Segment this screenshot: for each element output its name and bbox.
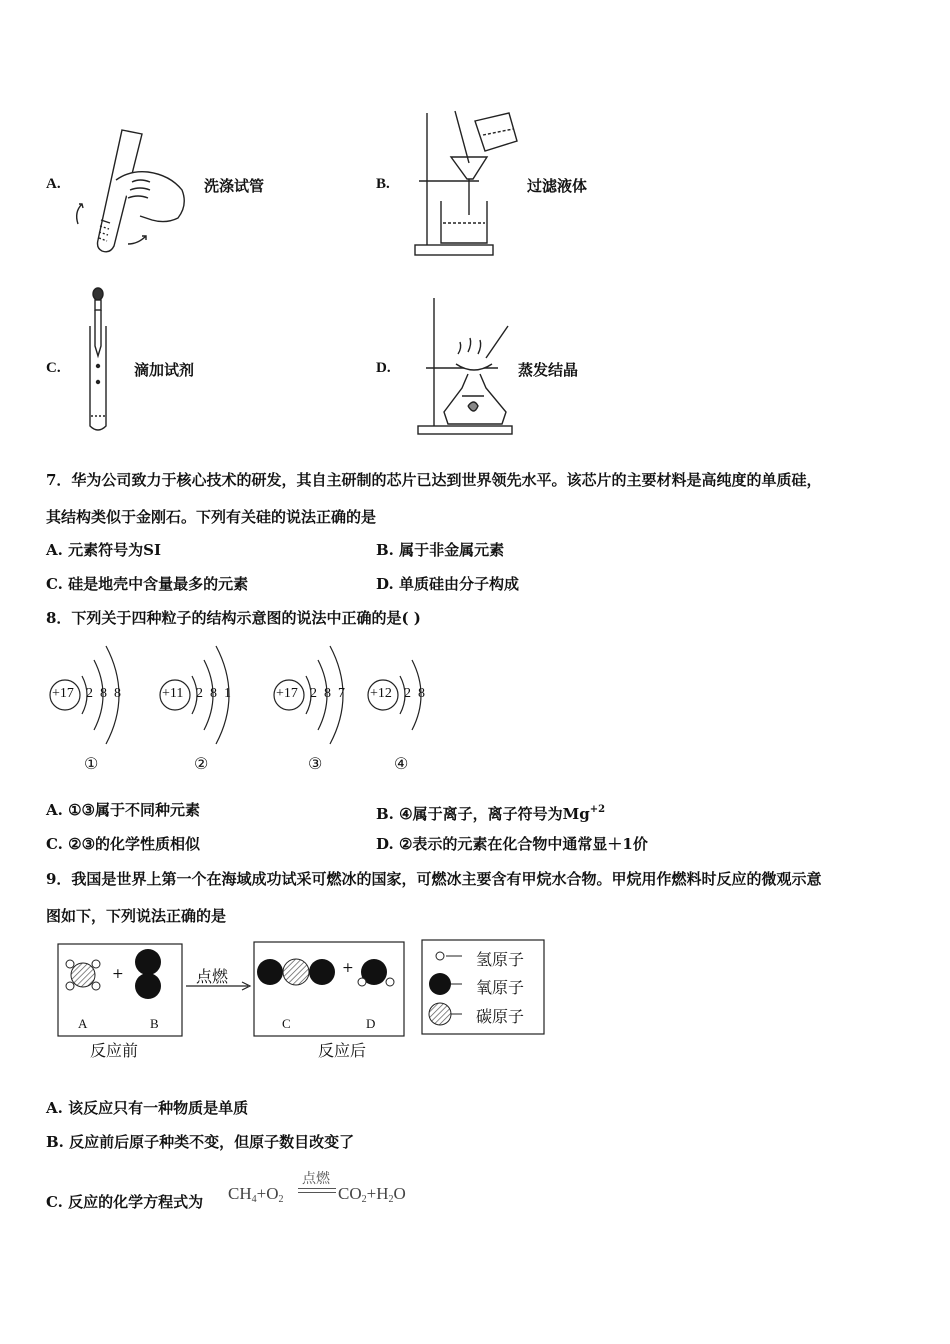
atom-3-nucleus: +17 — [276, 686, 298, 701]
letter-b: B — [150, 1016, 159, 1031]
q7-option-a — [46, 540, 161, 560]
letter-a: A — [78, 1016, 88, 1031]
after-box — [254, 942, 404, 1036]
atom-3-label: ③ — [308, 754, 323, 773]
plus-sign-before: + — [112, 966, 124, 982]
q7-option-c-letter: C. — [46, 575, 63, 593]
q9-option-b — [46, 1132, 354, 1152]
q6-option-b-text: 过滤液体 — [527, 177, 588, 195]
q7-option-d — [376, 574, 519, 594]
filtration-apparatus-figure — [405, 105, 525, 265]
letter-c: C — [282, 1016, 291, 1031]
plus-sign-after: + — [342, 960, 354, 976]
q7-option-b-letter: B. — [376, 541, 394, 559]
q7-option-b — [376, 540, 504, 560]
before-box — [58, 944, 182, 1036]
q8-stem: 8．下列关于四种粒子的结构示意图的说法中正确的是( ) — [46, 609, 421, 627]
legend-carbon: 碳原子 — [476, 1007, 525, 1026]
atom-2-nucleus: +11 — [162, 686, 184, 701]
q9-option-b-letter: B. — [46, 1133, 64, 1151]
atom-3-shells: 2 8 7 — [310, 686, 345, 701]
q9-stem-line1: 9．我国是世界上第一个在海域成功试采可燃冰的国家，可燃冰主要含有甲烷水合物。甲烷用作燃料时反应的微观示意 — [46, 870, 822, 888]
q7-option-c — [46, 574, 248, 594]
q8-option-a-text: ①③属于不同种元素 — [68, 801, 201, 819]
q9-reaction-diagram — [56, 938, 556, 1066]
q8-option-d-letter: D. — [376, 835, 394, 853]
q7-option-a-text: 元素符号为SI — [68, 541, 161, 559]
test-tube-washing-figure — [70, 120, 200, 260]
legend-oxygen: 氧原子 — [476, 978, 525, 997]
q8-diagram-1 — [46, 640, 136, 780]
q8-option-b-letter: B. — [376, 805, 394, 823]
q8-option-a — [46, 800, 200, 820]
atom-4-shells: 2 8 — [404, 686, 425, 701]
equation-condition: 点燃 — [302, 1171, 330, 1187]
q6-option-c-text: 滴加试剂 — [134, 361, 195, 379]
atom-4-label: ④ — [394, 754, 409, 773]
legend-hydrogen: 氢原子 — [476, 950, 525, 969]
q8-diagram-3 — [270, 640, 360, 780]
q8-option-c-letter: C. — [46, 835, 63, 853]
before-caption: 反应前 — [90, 1041, 139, 1060]
q9-option-a — [46, 1098, 248, 1118]
atom-1-shells: 2 8 8 — [86, 686, 121, 701]
atom-4-nucleus: +12 — [370, 686, 392, 701]
q8-option-c — [46, 834, 200, 854]
q7-stem-line1: 7．华为公司致力于核心技术的研发，其自主研制的芯片已达到世界领先水平。该芯片的主要材料是高纯度的单质硅， — [46, 471, 822, 489]
q6-option-b-letter: B. — [376, 176, 390, 192]
q8-option-c-text: ②③的化学性质相似 — [68, 835, 201, 853]
q9-option-c-text: 反应的化学方程式为 — [68, 1193, 204, 1211]
after-caption: 反应后 — [318, 1041, 367, 1060]
q8-option-a-letter: A. — [46, 801, 63, 819]
q9-option-c-letter: C. — [46, 1193, 63, 1211]
q8-diagram-2 — [156, 640, 246, 780]
q9-option-a-text: 该反应只有一种物质是单质 — [68, 1099, 249, 1117]
q6-option-d-text: 蒸发结晶 — [518, 361, 579, 379]
q7-option-b-text: 属于非金属元素 — [399, 541, 505, 559]
evaporation-apparatus-figure — [412, 292, 522, 442]
letter-d: D — [366, 1016, 376, 1031]
q8-option-b-charge: +2 — [589, 804, 606, 815]
equation-left: $CH_4+O_2$ — [228, 1184, 284, 1205]
equation-right: $CO_2+H_2O$ — [338, 1184, 406, 1205]
q8-option-d-text: ②表示的元素在化合物中通常显＋1价 — [398, 835, 648, 853]
equation-double-line — [298, 1188, 336, 1193]
atom-2-shells: 2 8 1 — [196, 686, 231, 701]
atom-1-label: ① — [84, 754, 99, 773]
q9-option-a-letter: A. — [46, 1099, 63, 1117]
q7-option-a-letter: A. — [46, 541, 63, 559]
dropper-test-tube-figure — [78, 286, 118, 436]
q8-option-d — [376, 834, 648, 854]
q8-option-b — [376, 800, 605, 824]
q6-option-a-letter: A. — [46, 176, 61, 192]
q6-options — [0, 0, 950, 450]
q7-option-c-text: 硅是地壳中含量最多的元素 — [68, 575, 249, 593]
q7-stem-line2: 其结构类似于金刚石。下列有关硅的说法正确的是 — [46, 508, 377, 526]
q7-option-d-text: 单质硅由分子构成 — [398, 575, 519, 593]
q7-option-d-letter: D. — [376, 575, 394, 593]
atom-1-nucleus: +17 — [52, 686, 74, 701]
q9-equation — [228, 1168, 428, 1208]
q8-option-b-text: ④属于离子，离子符号为Mg — [399, 805, 590, 823]
arrow-label: 点燃 — [196, 967, 229, 986]
q6-option-d-letter: D. — [376, 360, 391, 376]
q8-diagram-4 — [364, 640, 454, 780]
q6-option-a-text: 洗涤试管 — [204, 177, 265, 195]
q9-option-b-text: 反应前后原子种类不变，但原子数目改变了 — [69, 1133, 355, 1151]
q6-option-c-letter: C. — [46, 360, 61, 376]
q9-stem-line2: 图如下，下列说法正确的是 — [46, 907, 227, 925]
q9-option-c — [46, 1192, 203, 1212]
atom-2-label: ② — [194, 754, 209, 773]
